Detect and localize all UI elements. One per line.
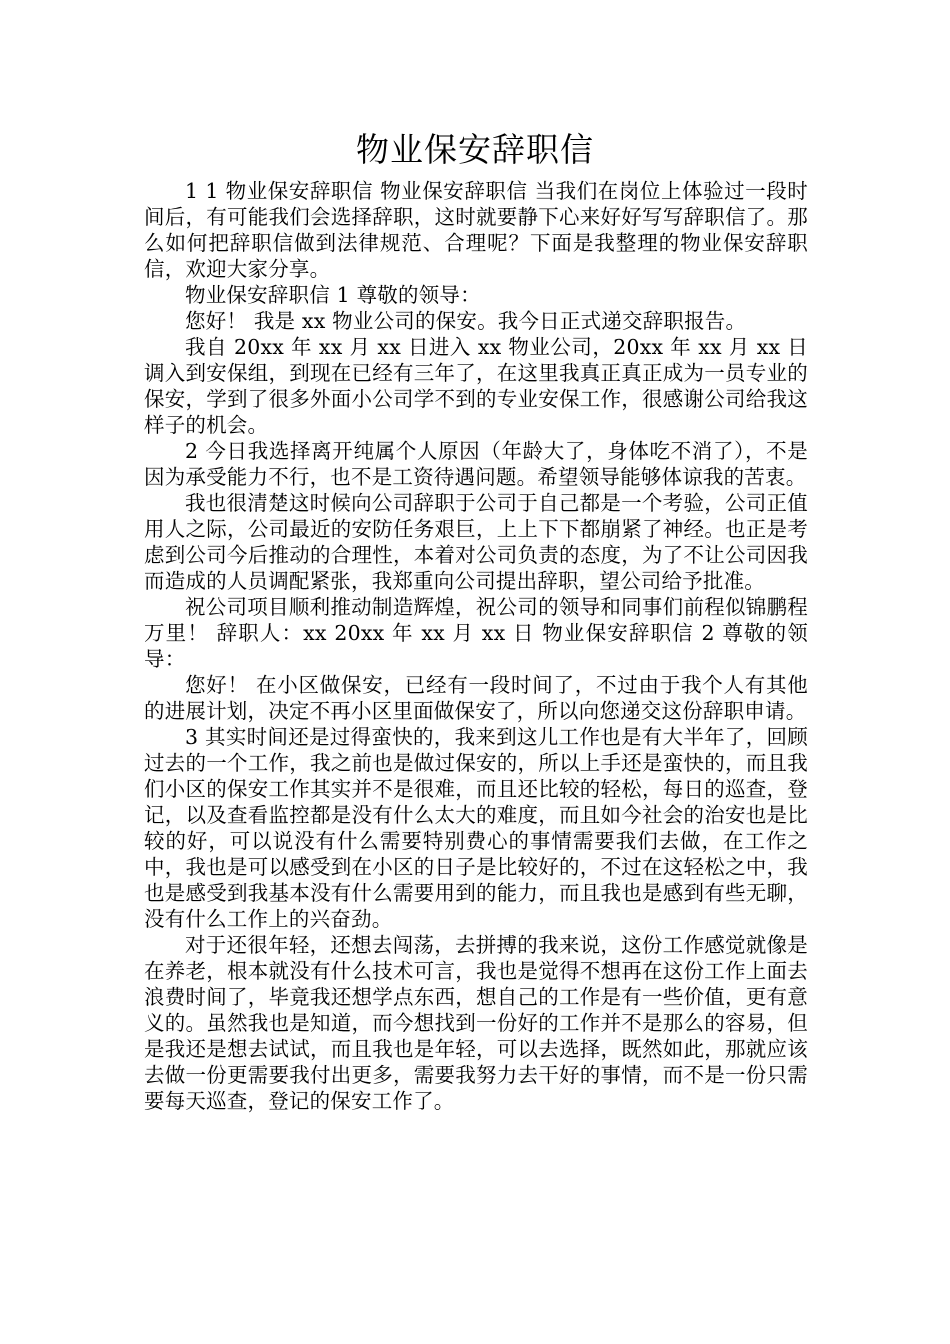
paragraph-letter1-background: 我自 20xx 年 xx 月 xx 日进入 xx 物业公司，20xx 年 xx 月 xx 日调入到安保组，到现在已经有三年了，在这里我真正真正成为一员专业的保安，学到了很多外面小公司学不到的专业安保工作，很感谢公司给我这样子的机会。 bbox=[144, 335, 808, 437]
paragraph-letter1-reason: 2 今日我选择离开纯属个人原因（年龄大了，身体吃不消了），不是因为承受能力不行，也不是工资待遇问题。希望领导能够体谅我的苦衷。 bbox=[144, 439, 808, 489]
document-title: 物业保安辞职信 bbox=[356, 130, 594, 169]
document-body bbox=[144, 178, 808, 1114]
paragraph-letter1-heading: 物业保安辞职信 1 尊敬的领导： bbox=[185, 283, 481, 307]
paragraph-letter2-greeting: 您好！ 在小区做保安，已经有一段时间了，不过由于我个人有其他的进展计划，决定不再小区里面做保安了，所以向您递交这份辞职申请。 bbox=[144, 673, 808, 723]
paragraph-letter2-experience: 3 其实时间还是过得蛮快的，我来到这儿工作也是有大半年了，回顾过去的一个工作，我之前也是做过保安的，所以上手还是蛮快的，而且我们小区的保安工作其实并不是很难，而且还比较的轻松，每日的巡查，登记，以及查看监控都是没有什么太大的难度，而且如今社会的治安也是比较的好，可以说没有什么需要特别费心的事情需要我们去做，在工作之中，我也是可以感受到在小区的日子是比较好的，不过在这轻松之中，我也是感受到我基本没有什么需要用到的能力，而且我也是感到有些无聊，没有什么工作上的兴奋劲。 bbox=[144, 725, 808, 931]
paragraph-letter1-closing: 祝公司项目顺利推动制造辉煌，祝公司的领导和同事们前程似锦鹏程万里！ 辞职人：xx 20xx 年 xx 月 xx 日 物业保安辞职信 2 尊敬的领导： bbox=[144, 595, 808, 671]
paragraph-letter1-greeting: 您好！ 我是 xx 物业公司的保安。我今日正式递交辞职报告。 bbox=[185, 309, 747, 333]
paragraph-intro: 1 1 物业保安辞职信 物业保安辞职信 当我们在岗位上体验过一段时间后，有可能我们会选择辞职，这时就要静下心来好好写写辞职信了。那么如何把辞职信做到法律规范、合理呢？下面是我整理的物业保安辞职信，欢迎大家分享。 bbox=[144, 179, 808, 281]
paragraph-letter2-reason: 对于还很年轻，还想去闯荡，去拼搏的我来说，这份工作感觉就像是在养老，根本就没有什么技术可言，我也是觉得不想再在这份工作上面去浪费时间了，毕竟我还想学点东西，想自己的工作是有一些价值，更有意义的。虽然我也是知道，而今想找到一份好的工作并不是那么的容易，但是我还是想去试试，而且我也是年轻，可以去选择，既然如此，那就应该去做一份更需要我付出更多，需要我努力去干好的事情，而不是一份只需要每天巡查，登记的保安工作了。 bbox=[144, 933, 808, 1113]
paragraph-letter1-understanding: 我也很清楚这时候向公司辞职于公司于自己都是一个考验，公司正值用人之际，公司最近的安防任务艰巨，上上下下都崩紧了神经。也正是考虑到公司今后推动的合理性，本着对公司负责的态度，为了不让公司因我而造成的人员调配紧张，我郑重向公司提出辞职，望公司给予批准。 bbox=[144, 491, 808, 593]
